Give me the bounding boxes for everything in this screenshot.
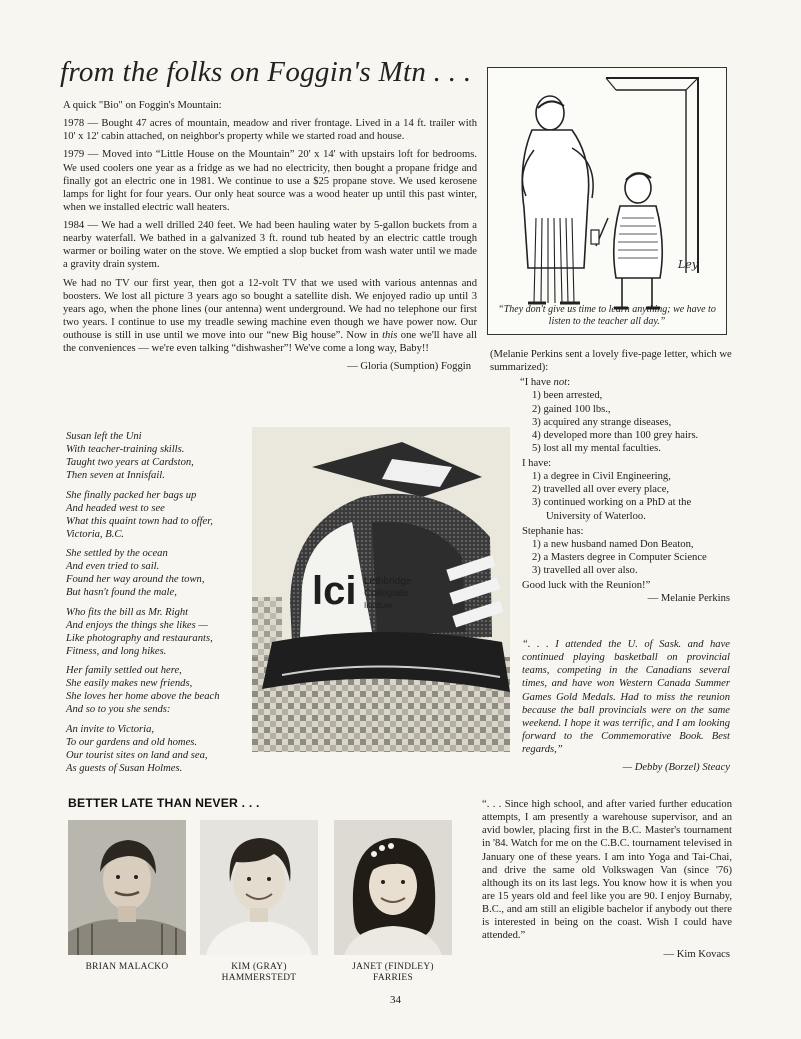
poem-line: Taught two years at Cardston,	[66, 457, 194, 469]
have-not-label-b: :	[567, 377, 571, 389]
bio-tv-text-a: We had no TV our first year, then got a 12-volt TV that we used with various antennas and boosters. We lost all picture 3 years ago so bought a satellite dish. We enjoyed radio up until 3 years ago, when the phone lines (our antenna) went underground. We had no telephone our first two years. I continue to use my treadle sewing machine even though we have power now. Our outhouse is still in use until we move into our “new Big house”. Now in	[63, 277, 477, 341]
cartoon-panel	[487, 67, 727, 335]
have-not-emphasis: not	[553, 377, 568, 389]
page-headline: from the folks on Foggin's Mtn . . .	[60, 56, 472, 88]
melanie-signature: — Melanie Perkins	[647, 593, 730, 605]
cap-logo-letters: lci	[312, 569, 357, 613]
poem-stanza	[66, 547, 262, 600]
portrait-kim-hammerstedt	[200, 820, 318, 955]
stephanie-list	[490, 538, 734, 577]
kim-signature: — Kim Kovacs	[663, 949, 730, 961]
debby-signature: — Debby (Borzel) Steacy	[622, 762, 730, 774]
poem-line: And so to you she sends:	[66, 704, 171, 716]
cartoon-caption: “They don't give us time to learn anything; we have to listen to the teacher all day.”	[498, 304, 716, 327]
bio-signature: — Gloria (Sumption) Foggin	[347, 361, 471, 373]
list-item: 5) lost all my mental faculties.	[532, 442, 661, 454]
cap-photo-image	[252, 427, 510, 752]
bio-tv-text-b: one we'll have all the conveniences — we're even talking “dishwasher”! We've come a long way, Baby!!	[63, 330, 478, 355]
poem-line: An invite to Victoria,	[66, 723, 155, 735]
poem-line: Found her way around the town,	[66, 574, 205, 586]
stephanie-label: Stephanie has:	[522, 525, 584, 537]
portrait-brian-malacko	[68, 820, 186, 955]
caption-line: JANET (FINDLEY)	[352, 962, 434, 972]
poem-stanza	[66, 489, 262, 542]
list-item: 1) a new husband named Don Beaton,	[532, 538, 694, 550]
cap-text-line: Collegiate	[364, 588, 409, 599]
list-item: 2) travelled all over every place,	[532, 484, 670, 496]
debby-quote-text: “. . . I attended the U. of Sask. and have continued playing basketball on provincial teams, competing in the Canadians several times, and have won Western Canada Summer Games Gold Medals. Had to miss the reunion because the ball provincials were on the same weekend. I hope it was terrific, and I am looking forward to the Commemorative Book. Best regards,”	[522, 639, 730, 755]
cap-text-line: Lethbridge	[364, 576, 412, 587]
list-item: 1) been arrested,	[532, 390, 603, 402]
list-item: 3) acquired any strange diseases,	[532, 416, 672, 428]
poem-line: Fitness, and long hikes.	[66, 645, 167, 657]
portrait-image	[200, 820, 318, 955]
poem-line: Her family settled out here,	[66, 665, 182, 676]
list-item: 2) gained 100 lbs.,	[532, 403, 611, 415]
susan-holmes-poem	[66, 430, 262, 781]
poem-line: But hasn't found the male,	[66, 587, 177, 599]
have-not-label-a: “I have	[520, 377, 554, 389]
caption-brian-malacko	[68, 962, 186, 973]
page-number: 34	[390, 994, 401, 1006]
poem-line: Then seven at Innisfail.	[66, 470, 165, 482]
debby-quote	[522, 638, 730, 774]
poem-line: What this quaint town had to offer,	[66, 515, 213, 527]
cartoon-artist-signature: Ley	[678, 258, 699, 271]
list-item: 4) developed more than 100 grey hairs.	[532, 429, 699, 441]
caption-janet-farries	[330, 962, 456, 984]
poem-line: She easily makes new friends,	[66, 678, 193, 690]
bio-paragraph-1978: 1978 — Bought 47 acres of mountain, meadow and river frontage. Lived in a 14 ft. trailer with 10' x 12' cabin attached, on neighbor's property while we started road and house.	[63, 118, 477, 143]
cartoon-drawing	[488, 68, 725, 333]
portrait-image	[334, 820, 452, 955]
poem-stanza	[66, 723, 262, 776]
caption-line: FARRIES	[373, 972, 413, 983]
bio-paragraph-tv	[63, 277, 477, 356]
poem-line: To our gardens and old homes.	[66, 736, 198, 748]
poem-stanza	[66, 606, 262, 659]
list-item: 2) a Masters degree in Computer Science	[532, 551, 707, 563]
poem-stanza	[66, 430, 262, 483]
poem-stanza	[66, 664, 262, 717]
caption-line: HAMMERSTEDT	[221, 972, 297, 983]
cap-photo	[252, 427, 510, 752]
list-item: 1) a degree in Civil Engineering,	[532, 471, 671, 483]
poem-line: Who fits the bill as Mr. Right	[66, 606, 189, 618]
cap-text-line: Institute	[364, 601, 393, 610]
caption-kim-hammerstedt	[196, 962, 322, 984]
portrait-janet-farries	[334, 820, 452, 955]
portrait-image	[68, 820, 186, 955]
bio-intro: A quick "Bio" on Foggin's Mountain:	[63, 100, 222, 111]
melanie-closing: Good luck with the Reunion!”	[522, 580, 651, 592]
list-item: 3) travelled all over also.	[532, 565, 638, 576]
list-item: 3) continued working on a PhD at the University of Waterloo.	[532, 497, 692, 522]
poem-line: She loves her home above the beach	[66, 691, 220, 703]
melanie-i-have-list	[490, 470, 734, 523]
poem-line: Our tourist sites on land and sea,	[66, 749, 208, 761]
poem-line: As guests of Susan Holmes.	[66, 762, 183, 774]
melanie-letter	[490, 348, 734, 605]
bio-tv-emphasis: this	[382, 330, 398, 341]
poem-line: And headed west to see	[66, 502, 165, 514]
better-late-heading: BETTER LATE THAN NEVER . . .	[68, 796, 260, 810]
poem-line: Susan left the Uni	[66, 431, 142, 442]
melanie-intro: (Melanie Perkins sent a lovely five-page letter, which we summarized):	[490, 349, 732, 374]
poem-line: And even tried to sail.	[66, 561, 160, 573]
caption-line: KIM (GRAY)	[231, 962, 287, 972]
poem-line: She finally packed her bags up	[66, 489, 197, 501]
poem-line: Victoria, B.C.	[66, 528, 125, 540]
poem-line: She settled by the ocean	[66, 548, 168, 559]
bio-paragraph-1979: 1979 — Moved into “Little House on the Mountain” 20' x 14' with upstairs loft for bedrooms. We used coolers one year as a fridge as we had no electricity, then bought a propane fridge and finally got an electric one in 1981. We continue to use a $25 propane stove. We used kerosene lamps for light for four years. Our only heat source was a wood heater up until this past winter, when we installed electric wall heaters.	[63, 149, 477, 213]
melanie-have-not-label	[490, 376, 734, 389]
kim-kovacs-quote	[482, 798, 732, 962]
poem-line: Like photography and restaurants,	[66, 632, 213, 644]
melanie-have-not-list	[490, 389, 734, 455]
caption-line: BRIAN MALACKO	[85, 962, 169, 972]
poem-line: And enjoys the things she likes —	[66, 619, 208, 631]
foggin-bio-article	[63, 99, 477, 378]
poem-line: With teacher-training skills.	[66, 444, 185, 456]
kim-quote-text: “. . . Since high school, and after varied further education attempts, I am presently a warehouse supervisor, and an avid bowler, placing first in the B.C. Master's tournament in '84. Watch for me on the C.B.C. tournament televised in January one of these years. I am into Yoga and Tai-Chai, and drive the same old Volkswagen Van (since '76) although its on its last legs. You know how it is when you are 15 years old and feel like you are 90. I enjoy Burnaby, B.C., and am still an eligible bachelor if anybody out there is interested in being on the coast. Wish I could have attended.”	[482, 799, 732, 942]
melanie-i-have-label: I have:	[522, 458, 552, 469]
bio-paragraph-1984: 1984 — We had a well drilled 240 feet. We had been hauling water by 5-gallon buckets from a nearby waterfall. We bathed in a galvanized 3 ft. round tub heated by an electric cattle trough warmer or boiling water on the stove. We emptied a slop bucket from wash water until we made a gravity drain system.	[63, 220, 477, 271]
